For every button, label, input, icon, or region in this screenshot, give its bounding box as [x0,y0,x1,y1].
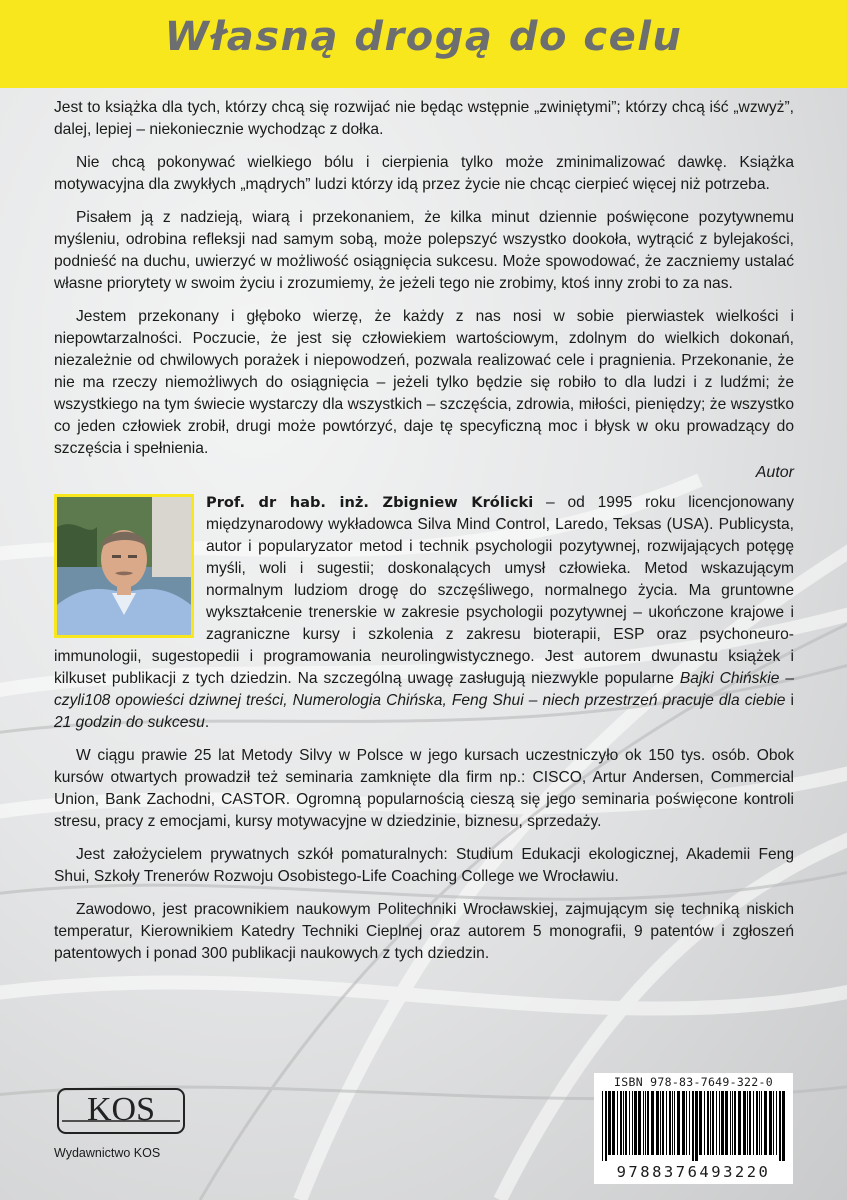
isbn-label: ISBN 978-83-7649-322-0 [614,1075,773,1089]
barcode-bar [719,1091,720,1155]
barcode-bar [656,1091,659,1155]
isbn-barcode-box [594,1073,793,1184]
barcode-bar [620,1091,622,1155]
bio-paragraph-3: Jest założycielem prywatnych szkół pomaturalnych: Studium Edukacji ekologicznej, Akademii Feng Shui, Szkoły Trenerów Rozwoju Osobistego-Life Coaching College we Wrocławiu. [54,846,794,885]
barcode-bar [625,1091,627,1155]
barcode-bar [632,1091,633,1155]
barcode-bar [782,1091,785,1161]
barcode-bar [612,1091,615,1155]
title-banner [0,0,847,88]
barcode-bar [734,1091,736,1155]
author-bio [54,492,794,745]
author-photo [54,494,194,638]
barcode-bar [699,1091,702,1155]
kos-logo [54,1085,188,1143]
back-cover-text [54,97,794,976]
logo-text: KOS [86,1091,156,1128]
barcode-bar [605,1091,607,1161]
barcode-bar [602,1091,603,1161]
barcode-bar [725,1091,728,1155]
bio-text-3: . [204,714,210,731]
barcode [600,1091,787,1161]
intro-paragraph-2: Nie chcą pokonywać wielkiego bólu i cierpienia tylko może zminimalizować dawkę. Książka motywacyjna dla zwykłych „mądrych” ludzi którzy idą przez życie nie chcąc cierpieć więcej niż potrzeba. [54,154,794,193]
barcode-bar [776,1091,777,1155]
barcode-number: 9788376493220 [616,1163,771,1181]
barcode-bar [634,1091,637,1155]
barcode-bar [773,1091,774,1155]
publisher-name: Wydawnictwo KOS [54,1146,161,1160]
barcode-bar [666,1091,667,1155]
intro-paragraph-3: Pisałem ją z nadzieją, wiarą i przekonaniem, że kilka minut dziennie poświęcone pozytywnemu myśleniu, odrobina refleksji nad samym sobą, może polepszyć wszystko dookoła, wytrącić z bylejakości, podnieść na duchu, uwierzyć w możliwość osiągnięcia sukcesu. Może spowodować, że zaczniemy ustalać własne priorytety w swoim życiu i zrozumiemy, że jeżeli tego nie zrobimy, ktoś inny zrobi to za nas. [54,209,794,292]
barcode-bar [608,1091,611,1155]
barcode-bar [643,1091,644,1155]
barcode-bar [669,1091,671,1155]
intro-paragraph-1: Jest to książka dla tych, którzy chcą się rozwijać nie będąc wstępnie „zwiniętymi”; którzy chcą iść „wzwyż”, dalej, lepiej – niekoniecznie wychodząc z dołka. [54,99,794,138]
barcode-bar [662,1091,664,1155]
bio-book-last: 21 godzin do sukcesu [54,714,205,731]
barcode-bar [689,1091,690,1155]
barcode-bar [638,1091,641,1155]
barcode-bar [747,1091,748,1155]
barcode-bar [779,1091,781,1161]
barcode-bar [677,1091,680,1155]
barcode-bar [738,1091,741,1155]
barcode-bar [695,1091,698,1161]
bio-book-list: Bajki Chińskie – czyli108 opowieści dziwnej treści, Numerologia Chińska, Feng Shui – niech przestrzeń pracuje dla ciebie [54,670,794,709]
barcode-bar [730,1091,731,1155]
intro-paragraph-4: Jestem przekonany i głęboko wierzę, że każdy z nas nosi w sobie pierwiastek wielkości i niepowtarzalności. Poczucie, że jest się człowiekiem wartościowym, zdolnym do wielkich dokonań, niezależnie od chwilowych porażek i niepowodzeń, pozwala realizować cele i pragnienia. Przekonanie, że nie ma rzeczy niemożliwych do osiągnięcia – jeżeli tylko będzie się robiło to dla ludzi i z ludźmi; że wszystkiego na tym świecie wystarczy dla wszystkich – szczęścia, zdrowia, miłości, pieniędzy; że wszystko co jeden człowiek zrobił, drugi może powtórzyć, daje tę specyficzną moc i błysk w oku prowadzący do szczęścia i spełnienia. [54,308,794,457]
barcode-bar [710,1091,711,1155]
barcode-bar [682,1091,685,1155]
bio-paragraph-2: W ciągu prawie 25 lat Metody Silvy w Polsce w jego kursach uczestniczyło ok 150 tys. osób. Obok kursów otwartych prowadził też seminaria zamknięte dla firm np.: CISCO, Artur Andersen, Commercial Union, Bank Zachodni, CASTOR. Ogromną popularnością cieszą się jego seminaria poświęcone kontroli stresu, pracy z emocjami, kursy motywacyjne w dziedzinie, biznesu, sprzedaży. [54,747,794,830]
barcode-bar [756,1091,758,1155]
barcode-bar [764,1091,767,1155]
barcode-bar [707,1091,709,1155]
barcode-bar [743,1091,746,1155]
barcode-bar [712,1091,714,1155]
book-title: Własną drogą do celu [164,14,683,60]
barcode-bar [759,1091,760,1155]
barcode-bar [749,1091,751,1155]
barcode-bar [704,1091,705,1155]
barcode-bar [645,1091,646,1155]
barcode-bar [629,1091,630,1155]
barcode-bar [732,1091,733,1155]
author-signature: Autor [755,464,794,481]
barcode-bar [692,1091,694,1161]
barcode-bar [674,1091,675,1155]
barcode-bar [769,1091,772,1155]
barcode-bar [623,1091,624,1155]
barcode-bar [753,1091,754,1155]
barcode-bar [761,1091,762,1155]
barcode-bar [660,1091,661,1155]
barcode-bar [716,1091,717,1155]
barcode-bar [686,1091,687,1155]
barcode-bar [721,1091,724,1155]
barcode-bar [672,1091,673,1155]
bio-text-1: – od 1995 roku licencjonowany międzynarodowy wykładowca Silva Mind Control, Laredo, Teksas (USA). Publicysta, autor i popularyzator metod i technik psychologii pozytywnej, rozwijających potęgę myśli, woli i sugestii; doskonalących umysł człowieka. Metod wskazującym normalnym ludziom drogę do szczęśliwego, normalnego życia. Ma gruntowne wykształcenie trenerskie w zakresie psychologii pozytywnej – ukończone krajowe i zagraniczne kursy i szkolenia z zakresu bioterapii, ESP oraz psychoneuro-immunologii, sugestopedii i programowania neurolingwistycznego. Jest autorem dwunastu książek i kilkuset publikacji z tych dziedzin. Na szczególną uwagę zasługują niezwykle popularne [54,494,794,687]
bio-text-2: i [785,692,794,709]
author-name: Prof. dr hab. inż. Zbigniew Królicki [206,494,534,511]
bio-paragraph-4: Zawodowo, jest pracownikiem naukowym Politechniki Wrocławskiej, zajmującym się techniką niskich temperatur, Kierownikiem Katedry Techniki Cieplnej oraz autorem 5 monografii, 9 patentów i zgłoszeń patentowych i ponad 300 publikacji naukowych z tych dziedzin. [54,901,794,962]
barcode-bar [617,1091,618,1155]
barcode-bar [647,1091,649,1155]
barcode-bar [651,1091,654,1155]
